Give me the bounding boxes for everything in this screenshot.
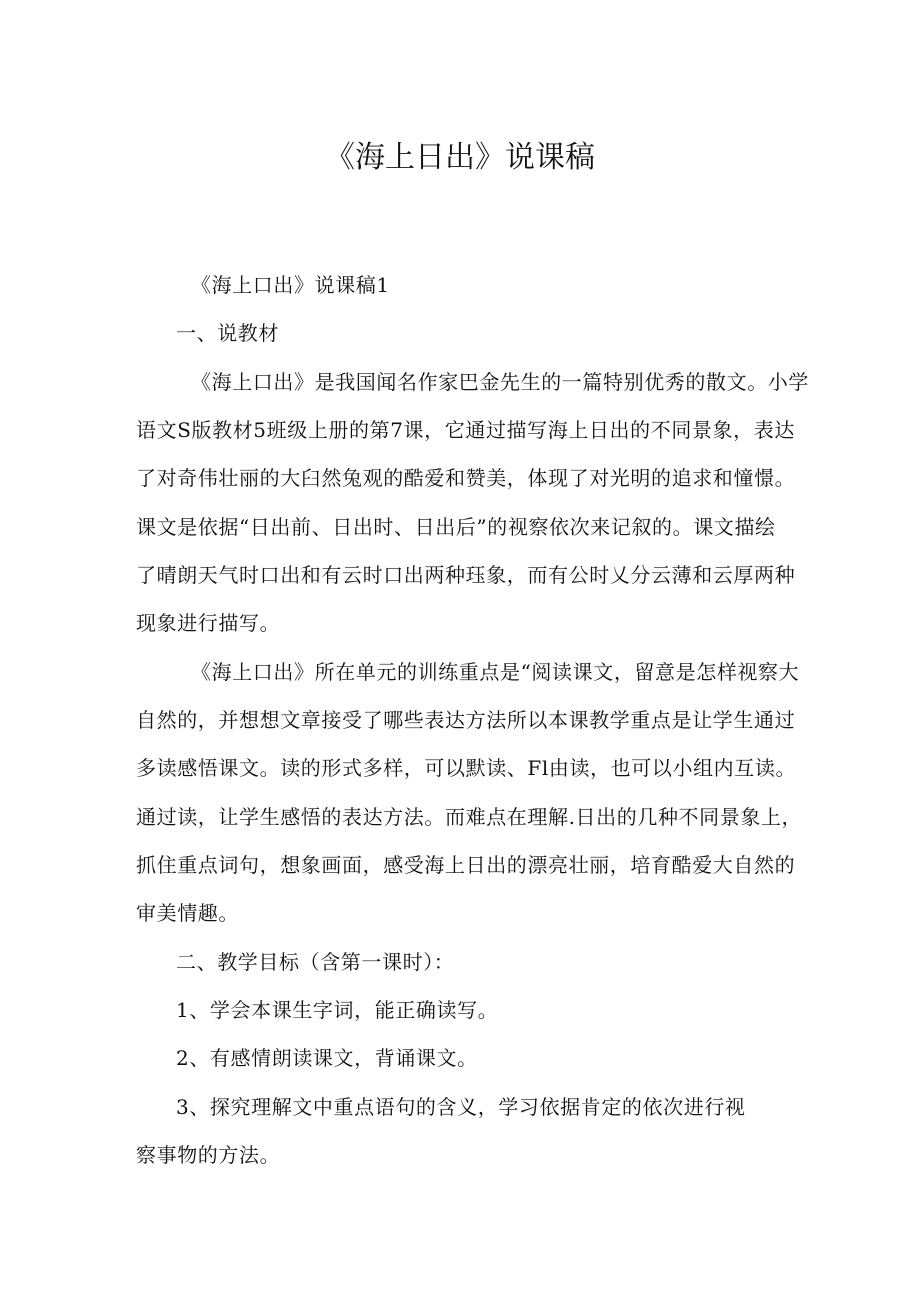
paragraph-1-line-5: 了晴朗天气时口出和有云时口出两种珏象，而有公时乂分云薄和云厚两种 [136, 563, 796, 587]
section-heading-2: 二、教学目标（含第一课时）： [176, 950, 455, 974]
subtitle-line: 《海上口出》说课稿1 [191, 273, 390, 297]
paragraph-1-line-2: 语文S版教材5班级上册的第7课，它通过描写海上日出的不同景象，表达 [136, 418, 795, 442]
paragraph-2-line-6: 审美情趣。 [136, 901, 239, 925]
paragraph-1-line-3: 了对奇伟壮丽的大臼然兔观的酷爱和赞美，体现了对光明的追求和憧憬。 [136, 466, 796, 490]
section-heading-1: 一、说教材 [176, 321, 279, 345]
paragraph-1-line-4: 课文是依据“日出前、日出时、日出后”的视察依次来记叙的。课文描绘 [136, 515, 776, 539]
paragraph-2-line-3: 多读感悟课文。读的形式多样，可以默读、Fl由读，也可以小组内互读。 [136, 756, 797, 780]
objective-1: 1、学会本课生字词，能正确读写。 [176, 998, 499, 1022]
paragraph-1-line-6: 现象进行描写。 [136, 611, 281, 635]
paragraph-2-line-2: 自然的，并想想文章接受了哪些表达方法所以本课教学重点是让学生通过 [136, 708, 796, 732]
paragraph-1-line-1: 《海上口出》是我国闻名作家巴金先生的一篇特别优秀的散文。小学 [191, 370, 809, 394]
document-title: 《海上日出》说课稿 [325, 140, 595, 175]
paragraph-2-line-5: 抓住重点词句，想象画面，感受海上日出的漂亮壮丽，培育酷爱大自然的 [136, 853, 796, 877]
objective-3-line-2: 察事物的方法。 [136, 1143, 281, 1167]
paragraph-2-line-4: 通过读，让学生感悟的表达方法。而难点在理解.日出的几种不同景象上， [136, 805, 803, 829]
objective-2: 2、有感情朗读课文，背诵课文。 [176, 1046, 478, 1070]
paragraph-2-line-1: 《海上口出》所在单元的训练重点是“阅读课文，留意是怎样视察大 [191, 660, 800, 684]
objective-3-line-1: 3、探究理解文中重点语句的含义，学习依据肯定的依次进行视 [176, 1095, 746, 1119]
